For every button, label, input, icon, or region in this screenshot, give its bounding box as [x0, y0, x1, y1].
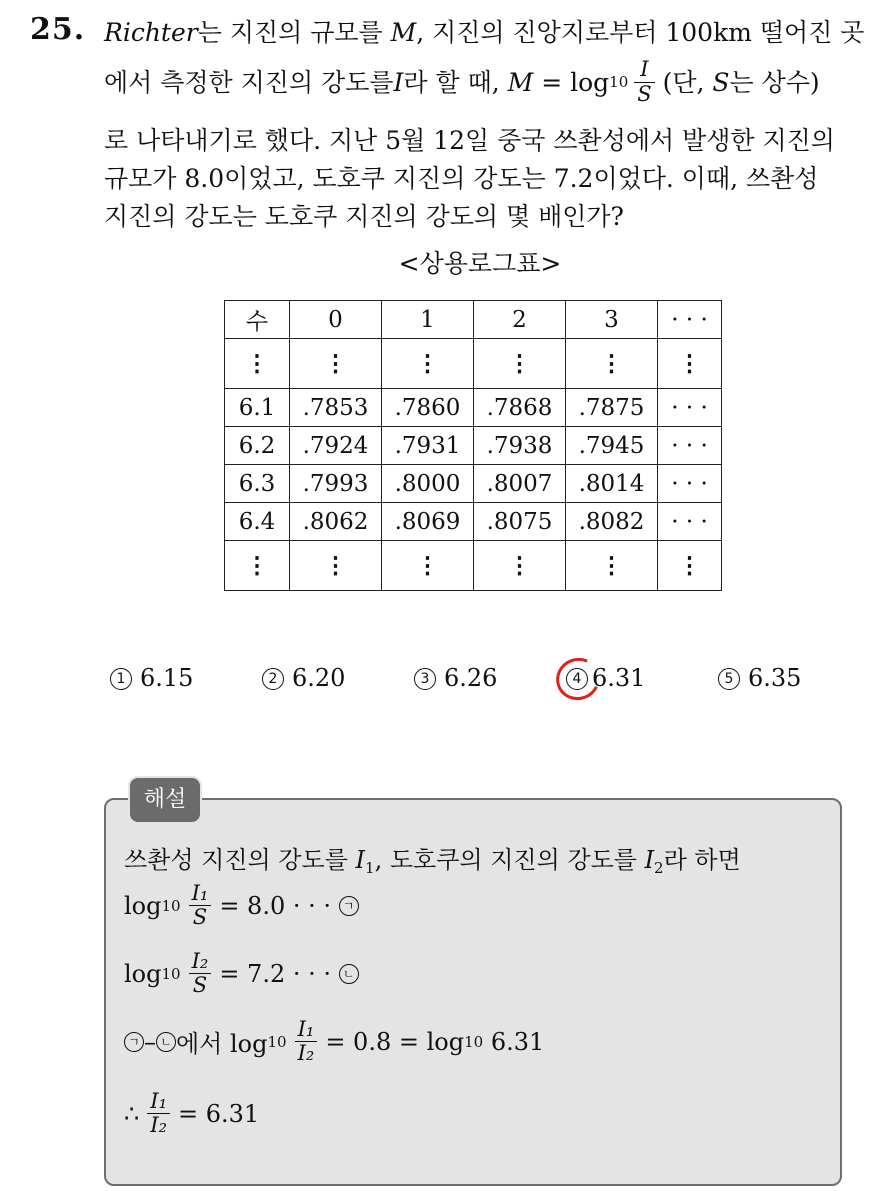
table-cell: .7853	[290, 389, 382, 427]
richter-name: Richter	[104, 18, 198, 47]
text-run: 쓰촨성 지진의 강도를	[124, 846, 356, 874]
table-cell: .8007	[474, 465, 566, 503]
solution-eq-1	[124, 882, 359, 929]
equation-rhs: = 7.2 · · ·	[219, 959, 331, 988]
choice-number-circle: 2	[262, 668, 284, 690]
text-run: 에서 측정한 지진의 강도를	[104, 67, 394, 97]
fraction	[147, 1090, 170, 1137]
vdots-cell: ⋮	[474, 541, 566, 591]
fraction-denominator: S	[192, 973, 208, 998]
vdots-cell: ⋮	[290, 339, 382, 389]
subscript: 1	[365, 859, 375, 877]
table-cell: .8014	[566, 465, 658, 503]
choice-3[interactable]	[414, 664, 497, 692]
vdots-cell: ⋮	[382, 339, 474, 389]
log-base: 10	[609, 72, 629, 91]
table-cell: 6.3	[225, 465, 290, 503]
table-cell: .7931	[382, 427, 474, 465]
choice-5[interactable]	[718, 664, 801, 692]
solution-tag: 해설	[128, 776, 202, 824]
header-cell: 1	[382, 301, 474, 339]
table-cell: .7868	[474, 389, 566, 427]
subscript: 2	[654, 859, 664, 877]
solution-eq-4	[124, 1090, 259, 1137]
fraction-denominator: I₂	[150, 1113, 167, 1138]
fraction-numerator: I₁	[147, 1090, 170, 1114]
equation-rhs: = 0.8 = log	[325, 1027, 465, 1056]
fraction-denominator: I₂	[297, 1041, 315, 1066]
choice-number-circle: 1	[110, 668, 132, 690]
circle-mark-giyeok: ㄱ	[124, 1032, 144, 1052]
table-cell: .7924	[290, 427, 382, 465]
table-row-vdots-top	[225, 339, 722, 389]
question-line-1	[104, 20, 864, 45]
vdots-cell: ⋮	[658, 541, 722, 591]
table-cell: .7860	[382, 389, 474, 427]
minus-sign: –	[144, 1027, 156, 1056]
table-row	[225, 465, 722, 503]
table-cell: · · ·	[658, 465, 722, 503]
vdots-cell: ⋮	[474, 339, 566, 389]
var-i: I	[393, 67, 404, 97]
choice-value: 6.15	[140, 664, 194, 692]
table-header-row	[225, 301, 722, 339]
choice-value: 6.35	[748, 664, 802, 692]
fraction-denominator: S	[637, 81, 652, 106]
text-run: 에서 log	[176, 1030, 268, 1059]
solution-line-1	[124, 840, 741, 877]
table-cell: 6.4	[225, 503, 290, 541]
choice-value: 6.20	[292, 664, 346, 692]
vdots-cell: ⋮	[382, 541, 474, 591]
text-run: 라 하면	[663, 846, 741, 874]
table-cell: · · ·	[658, 427, 722, 465]
table-cell: .7938	[474, 427, 566, 465]
question-number: 25.	[30, 12, 86, 47]
var-s: S	[712, 67, 730, 97]
fraction	[189, 950, 212, 997]
vdots-cell: ⋮	[290, 541, 382, 591]
log-base: 10	[161, 896, 181, 915]
table-row	[225, 427, 722, 465]
table-cell: .8082	[566, 503, 658, 541]
log-text: log	[124, 959, 162, 988]
choice-value: 6.31	[592, 664, 646, 692]
equation-rhs: = 6.31	[178, 1099, 260, 1128]
text-run: 라 할 때,	[403, 67, 508, 97]
circle-mark-giyeok: ㄱ	[339, 896, 359, 916]
table-cell: .8075	[474, 503, 566, 541]
table-cell: .7993	[290, 465, 382, 503]
fraction-i-over-s	[634, 58, 654, 105]
table-row-vdots-bottom	[225, 541, 722, 591]
log-base: 10	[161, 964, 181, 983]
table-cell: .8000	[382, 465, 474, 503]
circle-mark-nieun: ㄴ	[156, 1032, 176, 1052]
table-cell: .7875	[566, 389, 658, 427]
text-run: 는 상수)	[729, 67, 820, 97]
table-row	[225, 503, 722, 541]
var-m: M	[507, 67, 534, 97]
fraction	[189, 882, 212, 929]
therefore-symbol: ∴	[124, 1099, 140, 1128]
header-cell: 3	[566, 301, 658, 339]
table-cell: .8062	[290, 503, 382, 541]
text-run: , 도호쿠의 지진의 강도를	[374, 846, 645, 874]
question-line-2	[104, 58, 864, 106]
var-m: M	[390, 18, 417, 47]
log-text: log	[124, 891, 162, 920]
fraction-numerator: I₂	[189, 950, 212, 974]
choice-number-circle: 4	[566, 668, 588, 690]
table-cell: · · ·	[658, 389, 722, 427]
choice-2[interactable]	[262, 664, 345, 692]
choice-number-circle: 3	[414, 668, 436, 690]
equation-rhs: = 8.0 · · ·	[219, 891, 331, 920]
fraction-numerator: I	[634, 58, 654, 82]
answer-mark-circle	[550, 652, 606, 707]
solution-eq-2	[124, 950, 359, 997]
table-caption: <상용로그표>	[398, 249, 562, 278]
log-base: 10	[464, 1032, 484, 1051]
vdots-cell: ⋮	[225, 339, 290, 389]
var-i2: I	[644, 846, 655, 874]
vdots-cell: ⋮	[225, 541, 290, 591]
choice-number-circle: 5	[718, 668, 740, 690]
text-run: (단,	[654, 67, 713, 97]
text-run: 는 지진의 규모를	[197, 18, 391, 47]
question-line-5: 지진의 강도는 도호쿠 지진의 강도의 몇 배인가?	[104, 202, 624, 231]
equals-log: = log	[533, 67, 610, 97]
choice-value: 6.26	[444, 664, 498, 692]
table-row	[225, 389, 722, 427]
vdots-cell: ⋮	[566, 541, 658, 591]
table-cell: .7945	[566, 427, 658, 465]
vdots-cell: ⋮	[658, 339, 722, 389]
table-cell: 6.1	[225, 389, 290, 427]
header-cell: 2	[474, 301, 566, 339]
var-i1: I	[355, 846, 366, 874]
table-cell: .8069	[382, 503, 474, 541]
question-line-3: 로 나타내기로 했다. 지난 5월 12일 중국 쓰촨성에서 발생한 지진의	[104, 126, 835, 155]
text-run: , 지진의 진앙지로부터 100km 떨어진 곳	[416, 18, 865, 47]
header-cell: 수	[225, 301, 290, 339]
table-cell: · · ·	[658, 503, 722, 541]
question-line-4: 규모가 8.0이었고, 도호쿠 지진의 강도는 7.2이었다. 이때, 쓰촨성	[104, 164, 819, 193]
fraction-denominator: S	[192, 905, 208, 930]
fraction-numerator: I₁	[189, 882, 212, 906]
fraction	[295, 1018, 318, 1065]
header-cell: 0	[290, 301, 382, 339]
log-table	[224, 300, 722, 591]
table-cell: 6.2	[225, 427, 290, 465]
circle-mark-nieun: ㄴ	[339, 964, 359, 984]
vdots-cell: ⋮	[566, 339, 658, 389]
result-value: 6.31	[490, 1027, 545, 1056]
log-base: 10	[267, 1032, 287, 1051]
header-cell: · · ·	[658, 301, 722, 339]
choice-1[interactable]	[110, 664, 193, 692]
fraction-numerator: I₁	[295, 1018, 318, 1042]
solution-eq-3	[124, 1018, 544, 1065]
